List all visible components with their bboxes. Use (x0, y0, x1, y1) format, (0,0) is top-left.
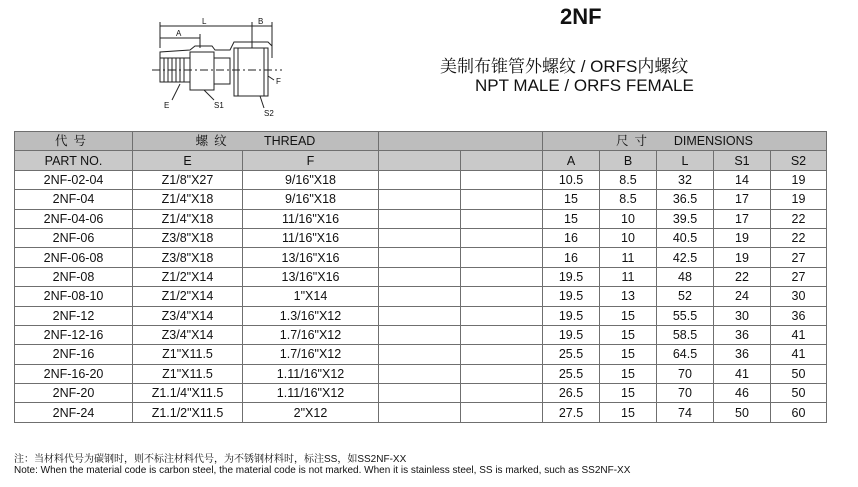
part-no-cell: 2NF-16 (15, 345, 133, 364)
part-no-cell: 2NF-02-04 (15, 170, 133, 189)
dim-s2-cell: 19 (771, 190, 827, 209)
dim-a-cell: 26.5 (543, 384, 600, 403)
empty-cell (379, 228, 461, 247)
dim-b-cell: 10 (600, 209, 657, 228)
table-row (15, 209, 827, 228)
table-row (15, 287, 827, 306)
empty-cell (379, 267, 461, 286)
empty-cell (461, 209, 543, 228)
dim-a-cell: 25.5 (543, 364, 600, 383)
header-empty-1 (379, 151, 461, 170)
dim-a-cell: 19.5 (543, 325, 600, 344)
dim-a-cell: 16 (543, 228, 600, 247)
thread-f-cell: 9/16"X18 (243, 190, 379, 209)
dim-label-b: B (258, 18, 264, 26)
table-row (15, 170, 827, 189)
header-f: F (243, 151, 379, 170)
table-row (15, 364, 827, 383)
empty-cell (461, 345, 543, 364)
empty-cell (461, 403, 543, 422)
part-no-cell: 2NF-04-06 (15, 209, 133, 228)
table-row (15, 306, 827, 325)
dim-l-cell: 58.5 (657, 325, 714, 344)
part-no-cell: 2NF-06 (15, 228, 133, 247)
dim-label-f: F (276, 77, 281, 86)
thread-e-cell: Z1"X11.5 (133, 345, 243, 364)
dim-s2-cell: 22 (771, 228, 827, 247)
empty-cell (379, 403, 461, 422)
dim-label-s1: S1 (214, 101, 224, 110)
empty-cell (461, 384, 543, 403)
dim-l-cell: 55.5 (657, 306, 714, 325)
dim-a-cell: 16 (543, 248, 600, 267)
dim-a-cell: 19.5 (543, 287, 600, 306)
dim-b-cell: 11 (600, 267, 657, 286)
thread-e-cell: Z3/8"X18 (133, 228, 243, 247)
empty-cell (379, 287, 461, 306)
empty-cell (379, 364, 461, 383)
dim-label-e: E (164, 101, 170, 110)
subtitle-english: NPT MALE / ORFS FEMALE (475, 76, 694, 95)
dim-a-cell: 15 (543, 190, 600, 209)
thread-e-cell: Z3/4"X14 (133, 306, 243, 325)
table-row (15, 345, 827, 364)
dim-s2-cell: 22 (771, 209, 827, 228)
fitting-drawing (150, 18, 290, 118)
empty-cell (379, 190, 461, 209)
thread-e-cell: Z1/4"X18 (133, 209, 243, 228)
thread-f-cell: 1"X14 (243, 287, 379, 306)
table-row (15, 248, 827, 267)
thread-f-cell: 9/16"X18 (243, 170, 379, 189)
subtitle-chinese: 美制布锥管外螺纹 / ORFS内螺纹 (440, 57, 689, 76)
thread-f-cell: 1.11/16"X12 (243, 384, 379, 403)
empty-cell (461, 267, 543, 286)
thread-e-cell: Z1/8"X27 (133, 170, 243, 189)
empty-cell (461, 306, 543, 325)
empty-cell (379, 384, 461, 403)
dim-a-cell: 10.5 (543, 170, 600, 189)
header-e: E (133, 151, 243, 170)
spec-table (14, 131, 827, 423)
dim-l-cell: 40.5 (657, 228, 714, 247)
dim-label-s2: S2 (264, 109, 274, 118)
dim-b-cell: 15 (600, 384, 657, 403)
dim-s2-cell: 19 (771, 170, 827, 189)
dim-s1-cell: 36 (714, 325, 771, 344)
dim-l-cell: 74 (657, 403, 714, 422)
part-no-cell: 2NF-12 (15, 306, 133, 325)
table-row (15, 228, 827, 247)
empty-cell (379, 170, 461, 189)
thread-e-cell: Z1/4"X18 (133, 190, 243, 209)
empty-cell (461, 364, 543, 383)
dim-b-cell: 15 (600, 364, 657, 383)
header-b: B (600, 151, 657, 170)
part-no-cell: 2NF-06-08 (15, 248, 133, 267)
dim-l-cell: 70 (657, 364, 714, 383)
table-header-row-1 (15, 132, 827, 151)
dim-a-cell: 25.5 (543, 345, 600, 364)
thread-f-cell: 1.7/16"X12 (243, 325, 379, 344)
header-part-no: PART NO. (15, 151, 133, 170)
dim-b-cell: 15 (600, 345, 657, 364)
dim-s1-cell: 50 (714, 403, 771, 422)
table-row (15, 384, 827, 403)
dim-s2-cell: 30 (771, 287, 827, 306)
dim-s2-cell: 41 (771, 325, 827, 344)
empty-cell (461, 190, 543, 209)
dim-b-cell: 15 (600, 403, 657, 422)
thread-f-cell: 1.11/16"X12 (243, 364, 379, 383)
part-no-cell: 2NF-24 (15, 403, 133, 422)
header-s1: S1 (714, 151, 771, 170)
thread-f-cell: 13/16"X16 (243, 248, 379, 267)
table-body (15, 170, 827, 422)
dim-l-cell: 52 (657, 287, 714, 306)
table-header-row-2 (15, 151, 827, 170)
dim-l-cell: 70 (657, 384, 714, 403)
dim-a-cell: 19.5 (543, 306, 600, 325)
thread-f-cell: 2"X12 (243, 403, 379, 422)
header-blank (379, 132, 543, 151)
dim-s1-cell: 46 (714, 384, 771, 403)
dim-b-cell: 8.5 (600, 190, 657, 209)
dim-s1-cell: 24 (714, 287, 771, 306)
dim-b-cell: 15 (600, 306, 657, 325)
table-row (15, 190, 827, 209)
dim-s2-cell: 60 (771, 403, 827, 422)
part-no-cell: 2NF-16-20 (15, 364, 133, 383)
dim-s2-cell: 50 (771, 364, 827, 383)
empty-cell (461, 170, 543, 189)
thread-e-cell: Z1/2"X14 (133, 267, 243, 286)
header-s2: S2 (771, 151, 827, 170)
dim-s2-cell: 50 (771, 384, 827, 403)
dim-s1-cell: 17 (714, 190, 771, 209)
part-no-cell: 2NF-12-16 (15, 325, 133, 344)
page-title: 2NF (560, 4, 602, 29)
header-l: L (657, 151, 714, 170)
dim-l-cell: 39.5 (657, 209, 714, 228)
dim-s2-cell: 36 (771, 306, 827, 325)
dim-s2-cell: 41 (771, 345, 827, 364)
dim-a-cell: 19.5 (543, 267, 600, 286)
empty-cell (379, 306, 461, 325)
dim-b-cell: 11 (600, 248, 657, 267)
table-row (15, 267, 827, 286)
thread-e-cell: Z1.1/2"X11.5 (133, 403, 243, 422)
dim-a-cell: 27.5 (543, 403, 600, 422)
thread-f-cell: 1.3/16"X12 (243, 306, 379, 325)
dim-s1-cell: 17 (714, 209, 771, 228)
part-no-cell: 2NF-20 (15, 384, 133, 403)
thread-e-cell: Z3/8"X18 (133, 248, 243, 267)
dim-b-cell: 8.5 (600, 170, 657, 189)
thread-f-cell: 1.7/16"X12 (243, 345, 379, 364)
thread-f-cell: 11/16"X16 (243, 228, 379, 247)
dim-b-cell: 15 (600, 325, 657, 344)
empty-cell (461, 325, 543, 344)
dim-s1-cell: 19 (714, 248, 771, 267)
note-chinese: 注：当材料代号为碳钢时，则不标注材料代号，为不锈钢材料时，标注SS，如SS2NF-XX (14, 454, 407, 465)
table-row (15, 325, 827, 344)
dim-a-cell: 15 (543, 209, 600, 228)
dim-s2-cell: 27 (771, 267, 827, 286)
dim-s1-cell: 30 (714, 306, 771, 325)
header-code: 代号 (15, 132, 133, 151)
dim-s1-cell: 22 (714, 267, 771, 286)
dim-l-cell: 36.5 (657, 190, 714, 209)
note-english: Note: When the material code is carbon steel, the material code is not marked. When it is stainless steel, SS is marked, such as SS2NF-XX (14, 465, 631, 476)
part-no-cell: 2NF-04 (15, 190, 133, 209)
thread-e-cell: Z1.1/4"X11.5 (133, 384, 243, 403)
dim-b-cell: 13 (600, 287, 657, 306)
dim-b-cell: 10 (600, 228, 657, 247)
dim-l-cell: 48 (657, 267, 714, 286)
dim-l-cell: 64.5 (657, 345, 714, 364)
dim-label-a: A (176, 29, 182, 38)
dim-s1-cell: 19 (714, 228, 771, 247)
part-no-cell: 2NF-08 (15, 267, 133, 286)
thread-e-cell: Z3/4"X14 (133, 325, 243, 344)
empty-cell (379, 345, 461, 364)
dim-label-l: L (202, 18, 207, 26)
header-a: A (543, 151, 600, 170)
header-empty-2 (461, 151, 543, 170)
dim-s2-cell: 27 (771, 248, 827, 267)
empty-cell (379, 325, 461, 344)
thread-e-cell: Z1"X11.5 (133, 364, 243, 383)
thread-e-cell: Z1/2"X14 (133, 287, 243, 306)
empty-cell (461, 287, 543, 306)
dim-l-cell: 32 (657, 170, 714, 189)
dim-s1-cell: 14 (714, 170, 771, 189)
header-dimensions: 尺寸 DIMENSIONS (543, 132, 827, 151)
thread-f-cell: 13/16"X16 (243, 267, 379, 286)
empty-cell (379, 248, 461, 267)
header-thread: 螺纹 THREAD (133, 132, 379, 151)
dim-s1-cell: 36 (714, 345, 771, 364)
dim-l-cell: 42.5 (657, 248, 714, 267)
dim-s1-cell: 41 (714, 364, 771, 383)
empty-cell (461, 228, 543, 247)
empty-cell (379, 209, 461, 228)
part-no-cell: 2NF-08-10 (15, 287, 133, 306)
table-row (15, 403, 827, 422)
empty-cell (461, 248, 543, 267)
thread-f-cell: 11/16"X16 (243, 209, 379, 228)
